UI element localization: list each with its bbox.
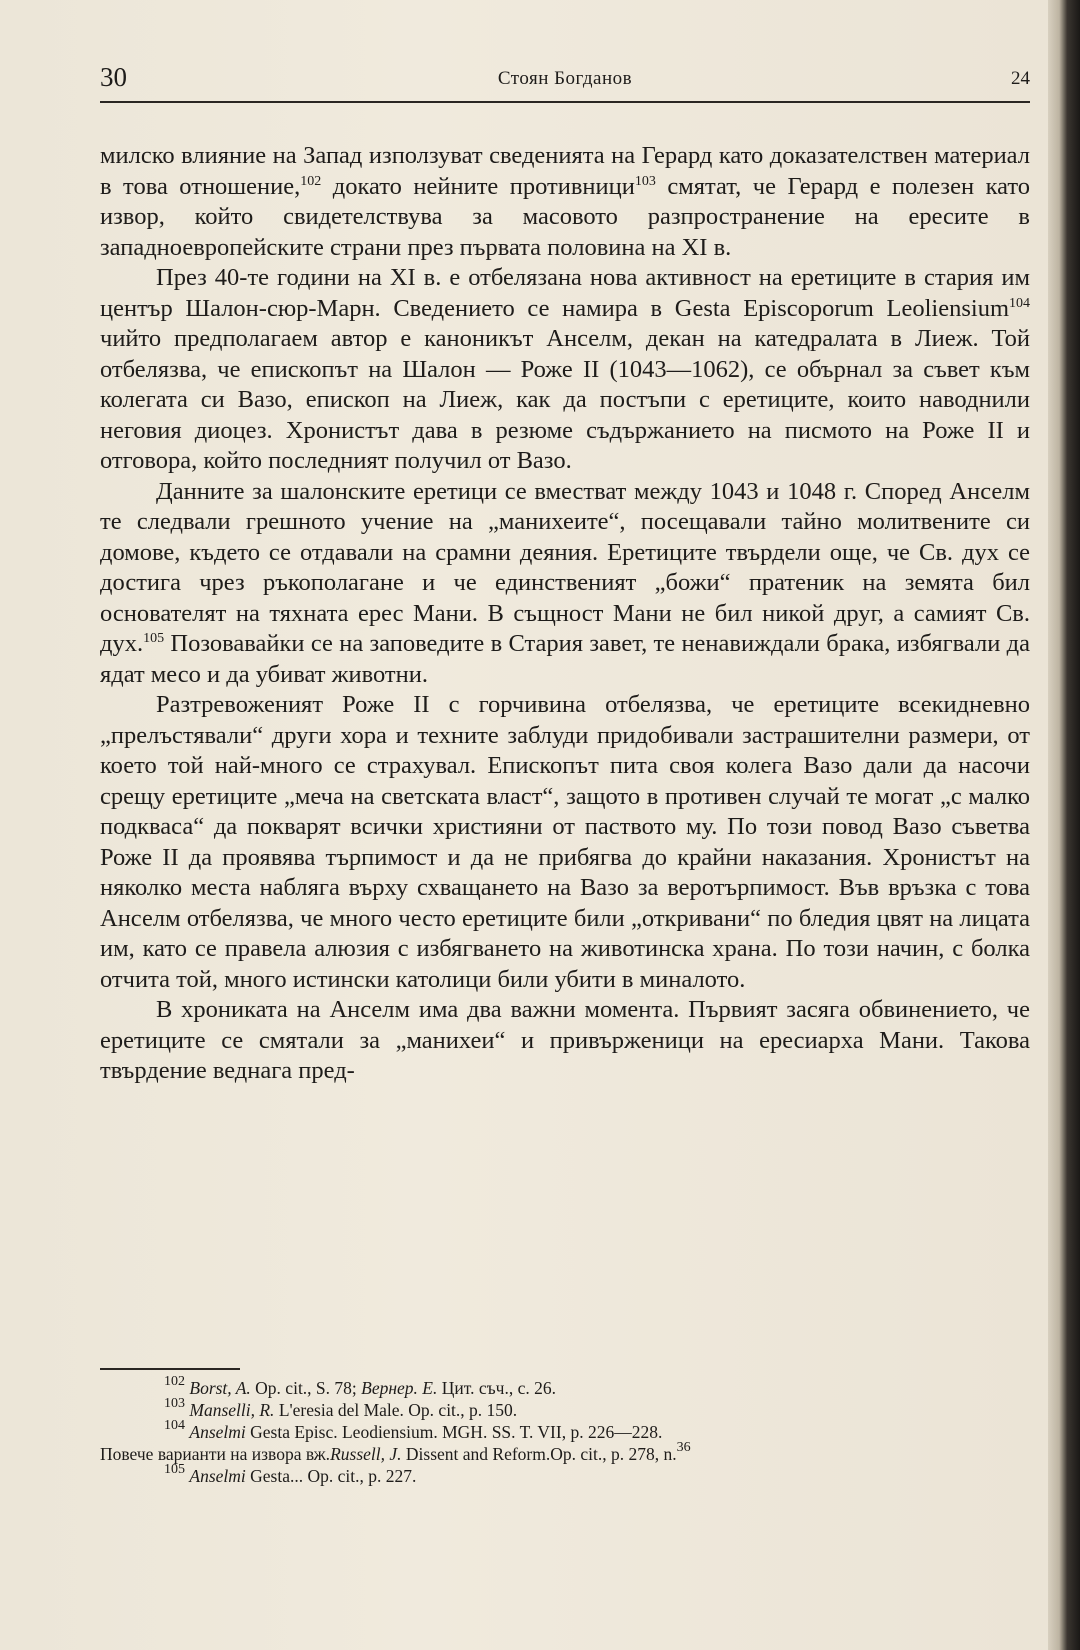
- cited-author: Russell, J.: [330, 1444, 402, 1464]
- body-text: [100, 141, 1030, 1087]
- note-ref: 105: [143, 631, 165, 646]
- text-run: Dissent and Reform.Op. cit., p. 278, n.: [401, 1444, 677, 1464]
- cited-author: Manselli, R.: [189, 1400, 275, 1420]
- note-ref: 102: [300, 173, 322, 189]
- text-run: L'eresia del Male. Op. cit., p. 150.: [274, 1400, 518, 1420]
- note-ref: 102: [164, 1374, 185, 1389]
- text-run: Разтревоженият Роже II с горчивина отбелязва, че еретиците всекидневно „прелъстявали“ други хора и техните заблуди придобивали застрашителни размери, от което той най-много се страхувал. Епископът пита своя колега Вазо дали да насочи срещу еретиците „меча на светската власт“, защото в противен случай те могат „с малко подкваса“ да покварят всички християни от паството му. По този повод Вазо съветва Роже II да проявява търпимост и да не прибягва до крайни наказания. Хронистът на няколко места набляга върху схващането на Вазо за веротърпимост. Във връзка с това Анселм отбелязва, че много често еретиците били „откривани“ по бледия цвят на лицата им, като се правела алюзия с избягването на животинска храна. По този начин, с болка отчита той, много истински католици били убити в миналото.: [100, 691, 1030, 993]
- original-page-number: 24: [1011, 68, 1030, 89]
- note-ref: 103: [634, 173, 656, 189]
- cited-author: Anselmi: [189, 1422, 246, 1442]
- paragraph: [100, 995, 1030, 1087]
- text-run: смятат, че Герард е полезен като извор, който свидетелствува за масовото разпространение на ересите в западноевропейските страни през първата половина на XI в.: [100, 172, 1030, 261]
- running-head-author: Стоян Богданов: [497, 68, 633, 89]
- footnote: [100, 1374, 1030, 1399]
- text-run: Цит. съч., с. 26.: [437, 1378, 556, 1398]
- text-run: чийто предполагаем автор е каноникът Анселм, декан на катедралата в Лиеж. Той отбелязва, че епископът на Шалон — Роже II (1043—1062), се обърнал за съвет към колегата си Вазо, епископ на Лиеж, как да постъпи с еретиците, които наводнили неговия диоцез. Хронистът дава в резюме съдържанието на писмото на Роже II и отговора, който последният получил от Вазо.: [100, 325, 1030, 474]
- cited-author: Anselmi: [189, 1466, 246, 1486]
- note-ref: 103: [164, 1396, 185, 1411]
- paragraph: [100, 263, 1030, 477]
- text-run: Gesta Episc. Leodiensium. MGH. SS. T. VII, p. 226—228.: [245, 1422, 663, 1442]
- text-run: докато нейните противници: [321, 172, 635, 200]
- footnote: [100, 1462, 1030, 1487]
- page-number: 30: [100, 62, 127, 92]
- header-rule: [100, 101, 1030, 103]
- paragraph: [100, 141, 1030, 263]
- running-header: [100, 62, 1030, 102]
- text-run: Повече варианти на извора вж.: [100, 1444, 331, 1464]
- book-edge-shadow: [1048, 0, 1080, 1650]
- cited-author: Вернер. Е.: [361, 1378, 438, 1398]
- note-ref: 36: [676, 1440, 691, 1455]
- cited-author: Borst, A.: [189, 1378, 251, 1398]
- paragraph: [100, 477, 1030, 691]
- paragraph: [100, 690, 1030, 995]
- footnote: [100, 1396, 1030, 1421]
- footnote-rule: [100, 1368, 240, 1370]
- note-ref: 104: [164, 1418, 185, 1433]
- text-run: Gesta... Op. cit., p. 227.: [245, 1466, 417, 1486]
- text-run: През 40-те години на XI в. е отбелязана нова активност на еретиците в стария им център Шалон-сюр-Марн. Сведението се намира в Gesta Episcoporum Leoliensium: [100, 264, 1030, 322]
- note-ref: 105: [164, 1462, 185, 1477]
- note-ref: 104: [1009, 295, 1030, 311]
- footnotes: [100, 1374, 1030, 1487]
- text-run: милско влияние на Запад използуват сведенията на Герард като доказателствен материал в това отношение,: [100, 142, 1030, 200]
- footnote: [100, 1440, 1030, 1465]
- text-run: В хрониката на Анселм има два важни момента. Първият засяга обвинението, че еретиците се смятали за „манихеи“ и привърженици на ересиарха Мани. Такова твърдение веднага пред-: [100, 996, 1030, 1084]
- footnote: [100, 1418, 1030, 1443]
- text-run: Данните за шалонските еретици се вместват между 1043 и 1048 г. Според Анселм те следвали грешното учение на „манихеите“, посещавали тайно молитвените си домове, където се отдавали на срамни деяния. Еретиците твърдели още, че Св. дух се достига чрез ръкополагане и че единственият „божи“ пратеник на земята бил основателят на тяхната ерес Мани. В същност Мани не бил никой друг, а самият Св. дух.: [100, 477, 1030, 657]
- text-run: Op. cit., S. 78;: [250, 1378, 362, 1398]
- text-run: Позовавайки се на заповедите в Стария завет, те ненавиждали брака, избягвали да ядат месо и да убиват животни.: [100, 630, 1030, 688]
